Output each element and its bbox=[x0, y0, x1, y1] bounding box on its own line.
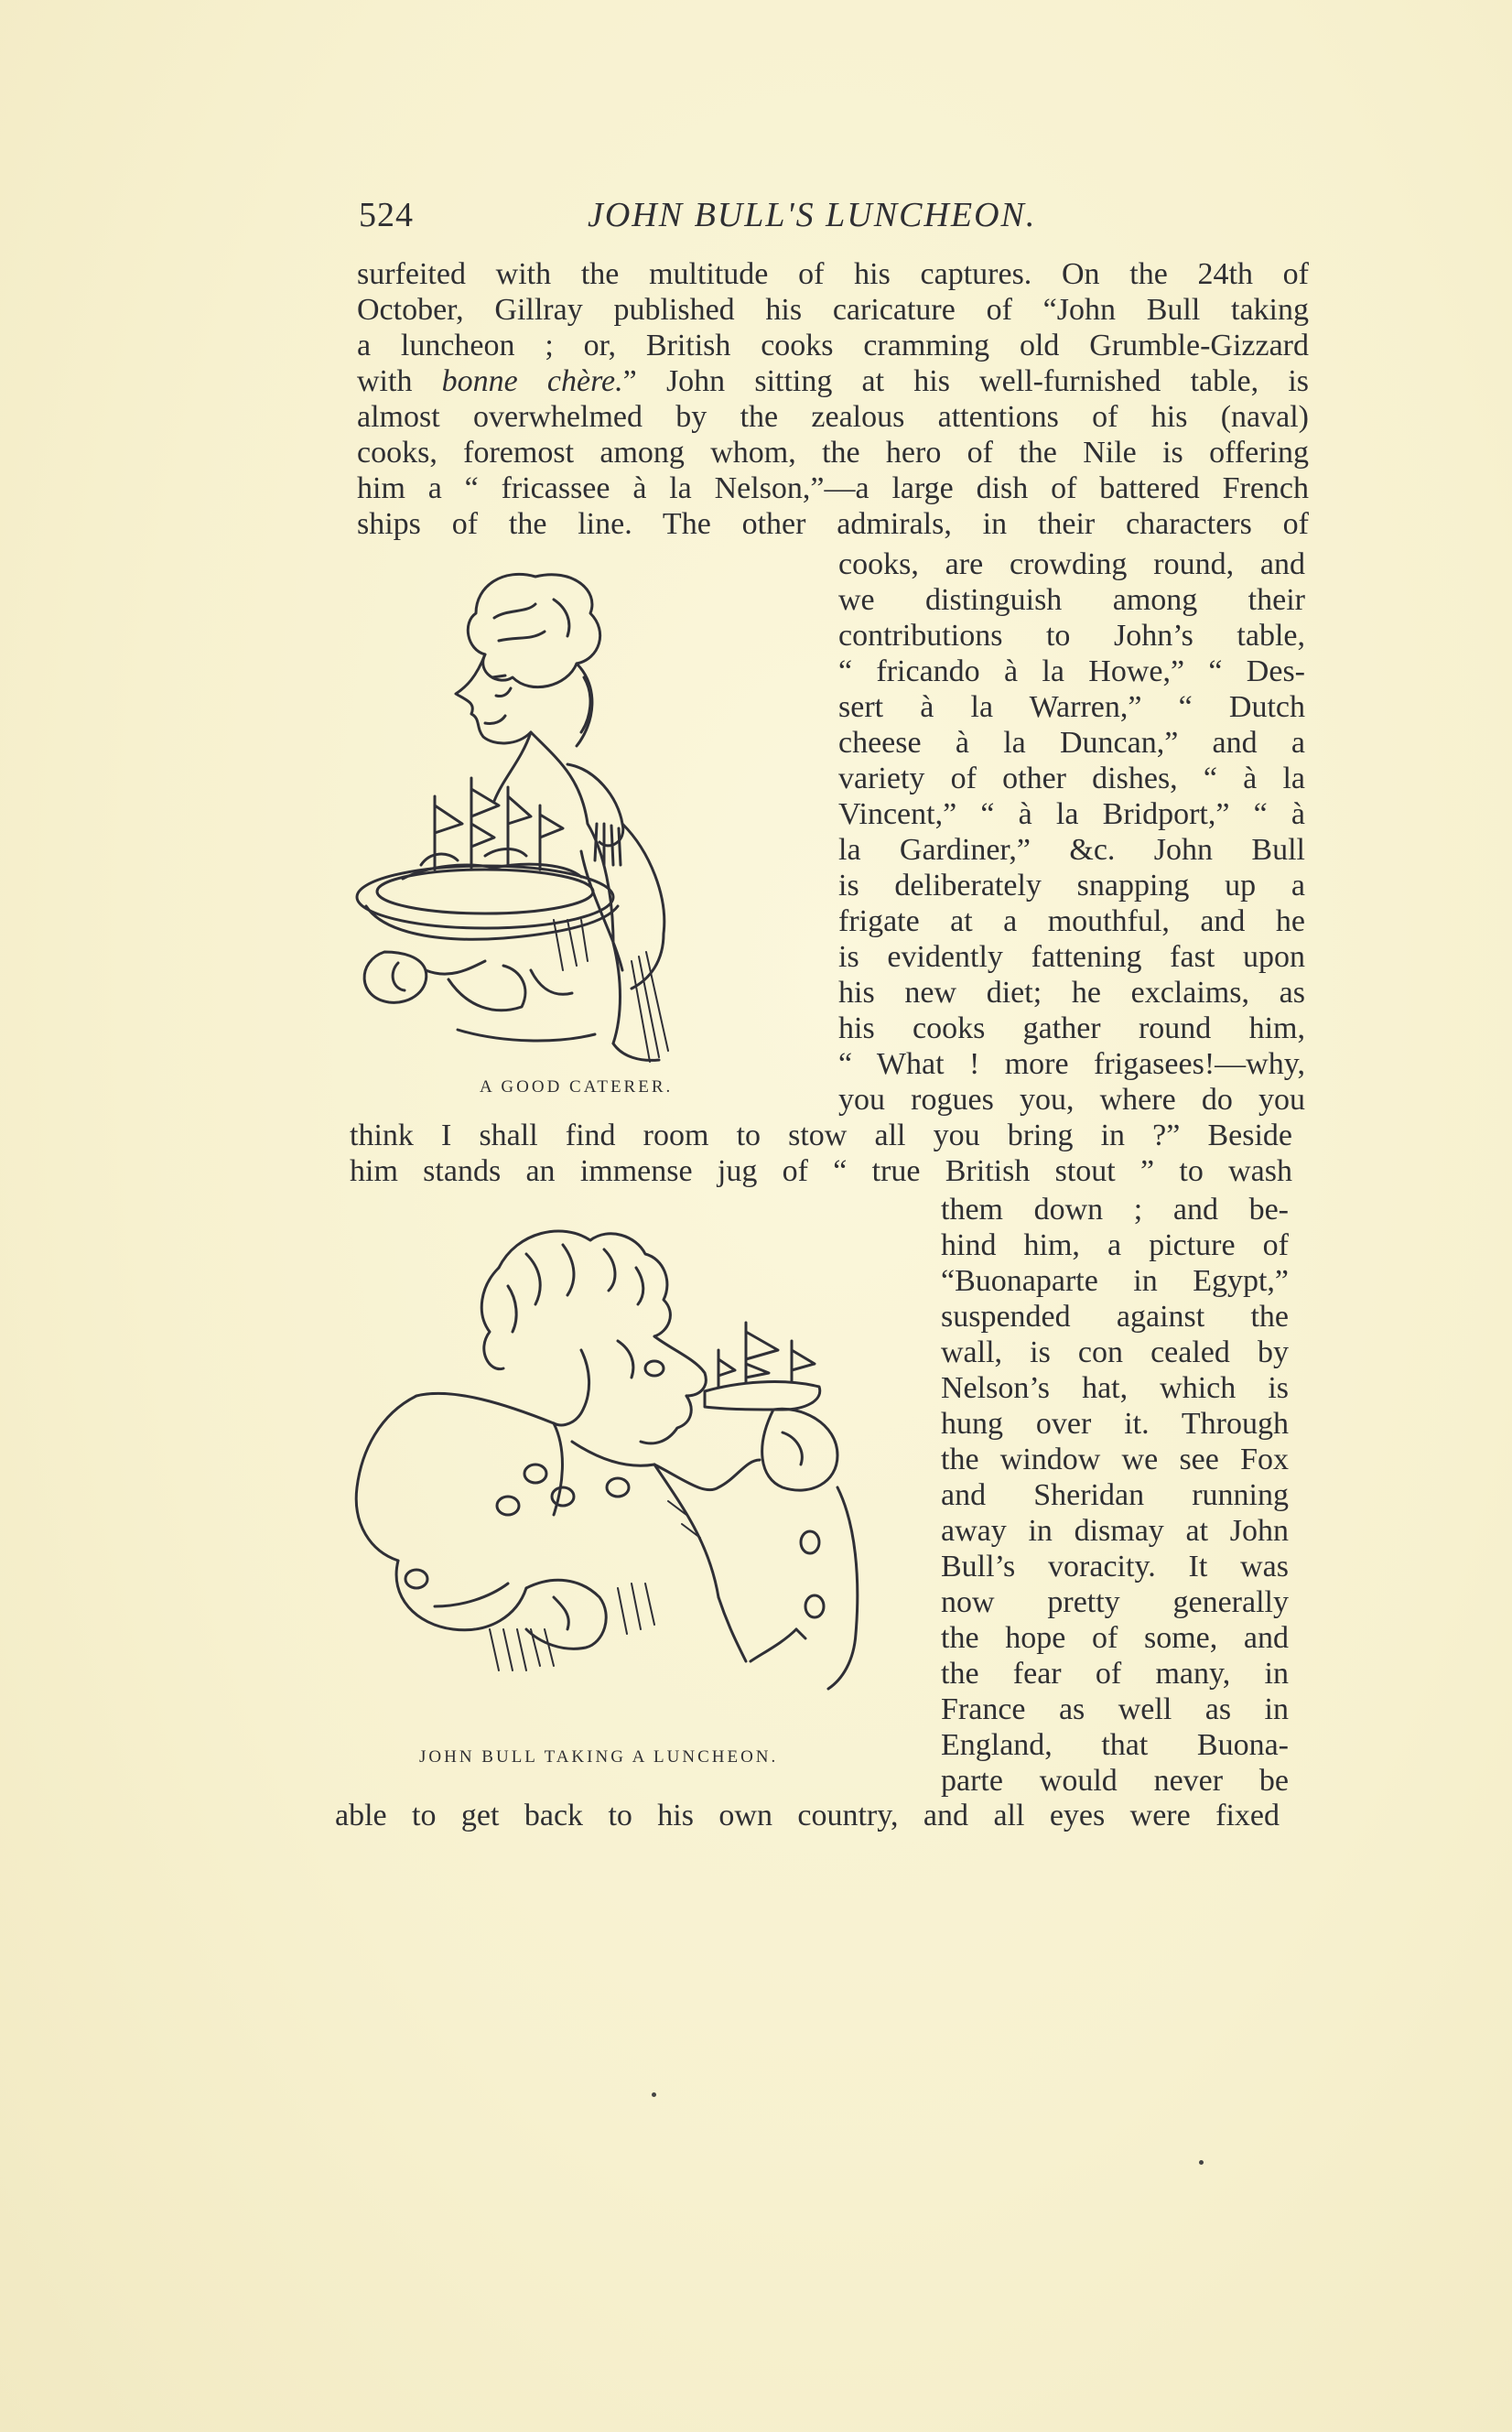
text-line: Nelson’s hat, which is bbox=[941, 1371, 1289, 1405]
text-line: France as well as in bbox=[941, 1692, 1289, 1726]
text-line: we distinguish among their bbox=[838, 583, 1305, 617]
text-line: sert à la Warren,” “ Dutch bbox=[838, 690, 1305, 724]
text-line: cheese à la Duncan,” and a bbox=[838, 726, 1305, 760]
text-line: hind him, a picture of bbox=[941, 1228, 1289, 1262]
text-line: “ What ! more frigasees!—why, bbox=[838, 1047, 1305, 1081]
text-line: you rogues you, where do you bbox=[838, 1083, 1305, 1117]
text-line: parte would never be bbox=[941, 1764, 1289, 1798]
text-line: contributions to John’s table, bbox=[838, 619, 1305, 653]
text-fragment: John sitting at his well-furnished table, is bbox=[665, 364, 1309, 398]
paper-speck bbox=[1199, 2160, 1204, 2165]
text-fragment: ” bbox=[622, 364, 637, 398]
paper-speck bbox=[652, 2092, 656, 2097]
text-line: is evidently fattening fast upon bbox=[838, 940, 1305, 974]
illustration-john-bull-luncheon bbox=[343, 1213, 911, 1735]
text-line: his new diet; he exclaims, as bbox=[838, 976, 1305, 1010]
text-line: the hope of some, and bbox=[941, 1621, 1289, 1655]
text-line: able to get back to his own country, and all eyes were fixed bbox=[335, 1799, 1280, 1832]
text-line: Vincent,” “ à la Bridport,” “ à bbox=[838, 797, 1305, 831]
text-line: a luncheon ; or, British cooks cramming old Grumble-Gizzard bbox=[357, 329, 1309, 362]
text-line: surfeited with the multitude of his captures. On the 24th of bbox=[357, 257, 1309, 291]
text-line: “ fricando à la Howe,” “ Des- bbox=[838, 654, 1305, 688]
text-line: almost overwhelmed by the zealous attentions of his (naval) bbox=[357, 400, 1309, 434]
text-line: the fear of many, in bbox=[941, 1657, 1289, 1691]
text-line: la Gardiner,” &c. John Bull bbox=[838, 833, 1305, 867]
text-line: away in dismay at John bbox=[941, 1514, 1289, 1548]
caption-john-bull-luncheon: JOHN BULL TAKING A LUNCHEON. bbox=[419, 1747, 779, 1767]
text-line: suspended against the bbox=[941, 1300, 1289, 1334]
text-line: hung over it. Through bbox=[941, 1407, 1289, 1441]
italic-phrase: bonne chère. bbox=[441, 364, 623, 398]
text-line: England, that Buona- bbox=[941, 1728, 1289, 1762]
text-fragment: with bbox=[357, 364, 442, 398]
text-line-italic bbox=[357, 363, 1309, 400]
text-line: “Buonaparte in Egypt,” bbox=[941, 1264, 1289, 1298]
text-line: cooks, are crowding round, and bbox=[838, 547, 1305, 581]
text-line: wall, is con cealed by bbox=[941, 1335, 1289, 1369]
text-line: October, Gillray published his caricature of “John Bull taking bbox=[357, 293, 1309, 327]
text-line: variety of other dishes, “ à la bbox=[838, 762, 1305, 795]
text-line: him a “ fricassee à la Nelson,”—a large dish of battered French bbox=[357, 471, 1309, 505]
page-number: 524 bbox=[359, 196, 414, 234]
text-line: and Sheridan running bbox=[941, 1478, 1289, 1512]
running-title: JOHN BULL'S LUNCHEON. bbox=[588, 196, 1037, 234]
text-line: the window we see Fox bbox=[941, 1443, 1289, 1476]
illustration-good-caterer bbox=[348, 549, 824, 1071]
text-line: is deliberately snapping up a bbox=[838, 869, 1305, 903]
text-line: think I shall find room to stow all you bring in ?” Beside bbox=[350, 1119, 1292, 1152]
text-line: him stands an immense jug of “ true British stout ” to wash bbox=[350, 1154, 1292, 1188]
text-line: ships of the line. The other admirals, in their characters of bbox=[357, 507, 1309, 541]
text-line: his cooks gather round him, bbox=[838, 1011, 1305, 1045]
text-line: them down ; and be- bbox=[941, 1193, 1289, 1227]
caption-good-caterer: A GOOD CATERER. bbox=[480, 1077, 674, 1097]
text-line: Bull’s voracity. It was bbox=[941, 1550, 1289, 1584]
text-line: frigate at a mouthful, and he bbox=[838, 904, 1305, 938]
text-line: now pretty generally bbox=[941, 1585, 1289, 1619]
page-header bbox=[359, 192, 1301, 238]
text-line: cooks, foremost among whom, the hero of the Nile is offering bbox=[357, 436, 1309, 470]
